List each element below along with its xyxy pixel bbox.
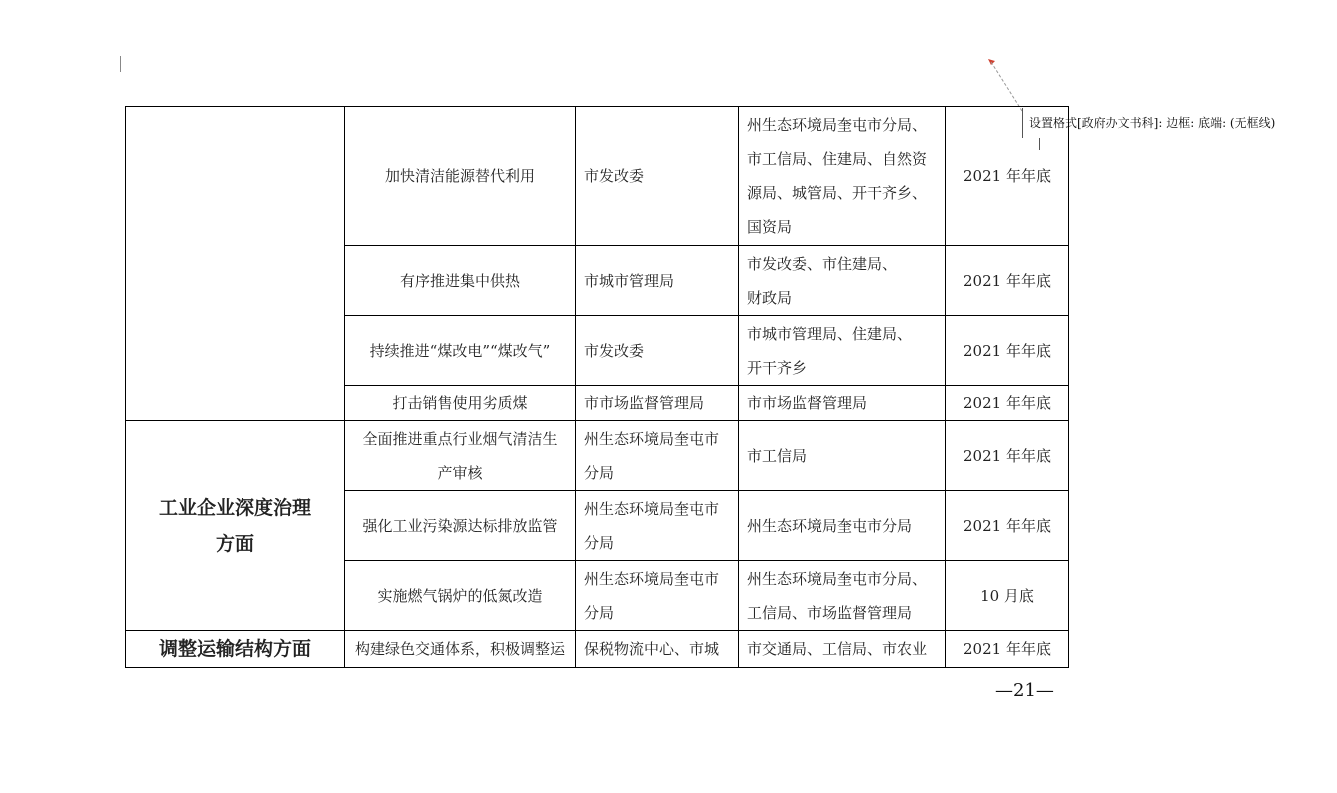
coop-unit-cell: 市工信局 [739,421,946,491]
format-change-text: 设置格式[政府办文书科]: 边框: 底端: (无框线) [1029,116,1276,130]
deadline-cell: 2021 年年底 [946,316,1069,386]
lead-unit-cell: 市发改委 [576,316,739,386]
task-cell: 有序推进集中供热 [345,246,576,316]
coop-unit-cell: 州生态环境局奎屯市分局、 工信局、市场监督管理局 [739,561,946,631]
deadline-cell: 2021 年年底 [946,421,1069,491]
task-table-wrapper [125,106,1069,668]
coop-unit-cell: 州生态环境局奎屯市分局 [739,491,946,561]
coop-unit-cell: 市城市管理局、住建局、 开干齐乡 [739,316,946,386]
text-cursor-mark [120,56,121,72]
category-cell-transport: 调整运输结构方面 [126,631,345,668]
lead-unit-cell: 市市场监督管理局 [576,386,739,421]
lead-unit-cell: 州生态环境局奎屯市 分局 [576,491,739,561]
lead-unit-cell: 州生态环境局奎屯市 分局 [576,421,739,491]
task-cell: 构建绿色交通体系，积极调整运 [345,631,576,668]
task-cell: 实施燃气锅炉的低氮改造 [345,561,576,631]
deadline-cell: 2021 年年底 [946,491,1069,561]
deadline-cell: 10 月底 [946,561,1069,631]
deadline-cell: 2021 年年底 [946,386,1069,421]
table-row [126,107,1069,246]
task-cell: 加快清洁能源替代利用 [345,107,576,246]
task-cell: 打击销售使用劣质煤 [345,386,576,421]
table-row [126,421,1069,491]
table-row [126,631,1069,668]
coop-unit-cell: 市市场监督管理局 [739,386,946,421]
deadline-cell: 2021 年年底 [946,246,1069,316]
task-cell: 强化工业污染源达标排放监管 [345,491,576,561]
lead-unit-cell: 保税物流中心、市城 [576,631,739,668]
coop-unit-cell: 州生态环境局奎屯市分局、 市工信局、住建局、自然资 源局、城管局、开干齐乡、 国资局 [739,107,946,246]
task-cell: 全面推进重点行业烟气清洁生 产审核 [345,421,576,491]
lead-unit-cell: 州生态环境局奎屯市 分局 [576,561,739,631]
task-table [125,106,1069,668]
lead-unit-cell: 市城市管理局 [576,246,739,316]
coop-unit-cell: 市交通局、工信局、市农业 [739,631,946,668]
lead-unit-cell: 市发改委 [576,107,739,246]
category-cell-empty [126,107,345,421]
page-number: —21— [995,680,1054,701]
task-cell: 持续推进“煤改电”“煤改气” [345,316,576,386]
deadline-cell: 2021 年年底 [946,631,1069,668]
category-cell-industrial: 工业企业深度治理 方面 [126,421,345,631]
deadline-cell: 2021 年年底 [946,107,1069,246]
coop-unit-cell: 市发改委、市住建局、 财政局 [739,246,946,316]
